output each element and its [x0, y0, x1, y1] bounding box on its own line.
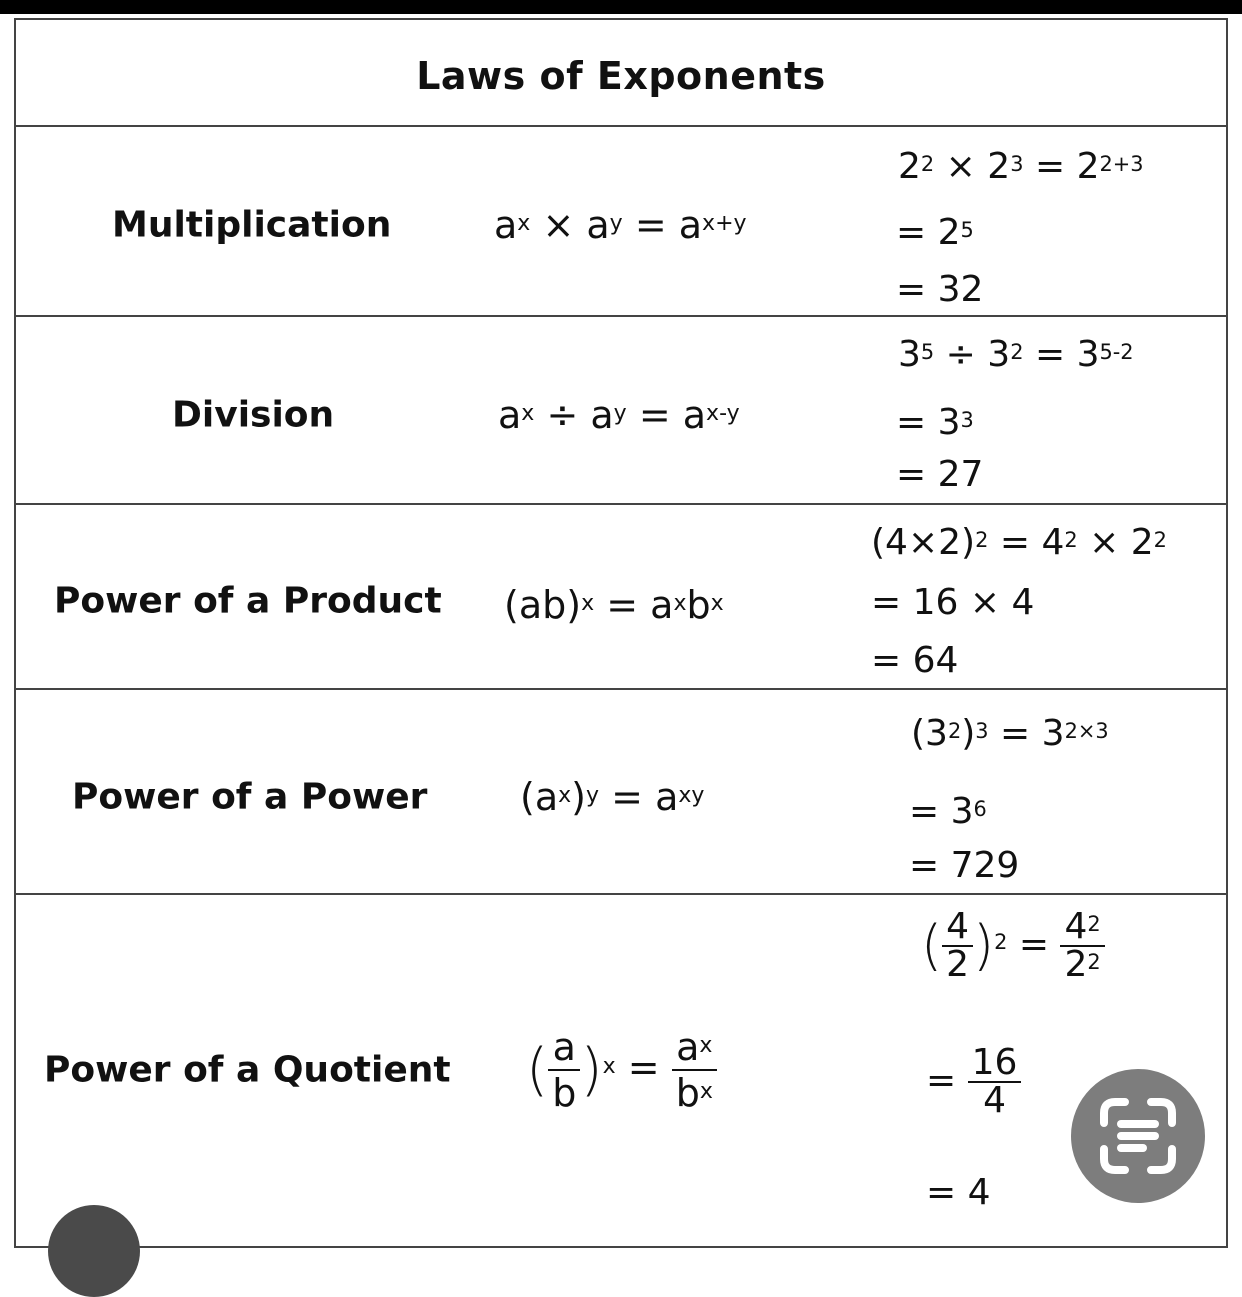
row-power-of-product	[16, 505, 1226, 690]
example-line-2: = 16 × 4	[871, 582, 1035, 623]
example-line-1: $3^5 \div 3^2 = 3^{5-2}$	[898, 334, 1134, 375]
example-line-3: = 729	[909, 845, 1020, 886]
exponent-laws-table	[14, 18, 1228, 1248]
law-name: Power of a Quotient	[44, 1049, 451, 1091]
law-formula: $(a^x)^y = a^{xy}$	[520, 775, 705, 819]
title-row	[16, 20, 1226, 127]
example-line-1: $(3^2)^3 = 3^{2\times 3}$	[911, 713, 1109, 754]
text-scan-icon	[1071, 1069, 1205, 1203]
example-line-1: $(4\times 2)^2 = 4^2 \times 2^2$	[871, 522, 1167, 563]
row-power-of-power	[16, 690, 1226, 895]
law-name: Power of a Product	[54, 580, 442, 622]
example-line-2: = $3^6$	[909, 791, 987, 832]
table-title: Laws of Exponents	[416, 54, 826, 98]
example-line-2: = $3^3$	[896, 402, 974, 443]
row-division	[16, 317, 1226, 505]
example-line-1: ( $\frac{4}{2}$ )$^2$ = $\frac{4^2}{2^2}$	[921, 909, 1105, 983]
example-line-3: = 32	[896, 269, 984, 310]
top-black-bar	[0, 0, 1242, 14]
text-scan-button[interactable]	[1071, 1069, 1205, 1203]
law-name: Division	[172, 394, 335, 436]
law-name: Multiplication	[112, 204, 392, 246]
example-line-3: = 27	[896, 454, 984, 495]
row-power-of-quotient	[16, 895, 1226, 1255]
example-line-3: = 4	[926, 1172, 991, 1213]
example-line-3: = 64	[871, 640, 959, 681]
law-formula: $a^x \times a^y = a^{x+y}$	[494, 203, 747, 247]
floating-avatar-button[interactable]	[48, 1205, 140, 1297]
law-formula: $a^x \div a^y = a^{x-y}$	[498, 393, 740, 437]
law-formula: $(ab)^x = a^xb^x$	[504, 583, 724, 627]
law-name: Power of a Power	[72, 776, 428, 818]
row-multiplication	[16, 127, 1226, 317]
law-formula: ( $\frac{a}{b}$ )$^x$ = $\frac{a^x}{b^x}$	[526, 1025, 717, 1115]
example-line-1: $2^2 \times 2^3 = 2^{2+3}$	[898, 146, 1144, 187]
example-line-2: = $2^5$	[896, 212, 974, 253]
example-line-2: = $\frac{16}{4}$	[926, 1045, 1021, 1119]
